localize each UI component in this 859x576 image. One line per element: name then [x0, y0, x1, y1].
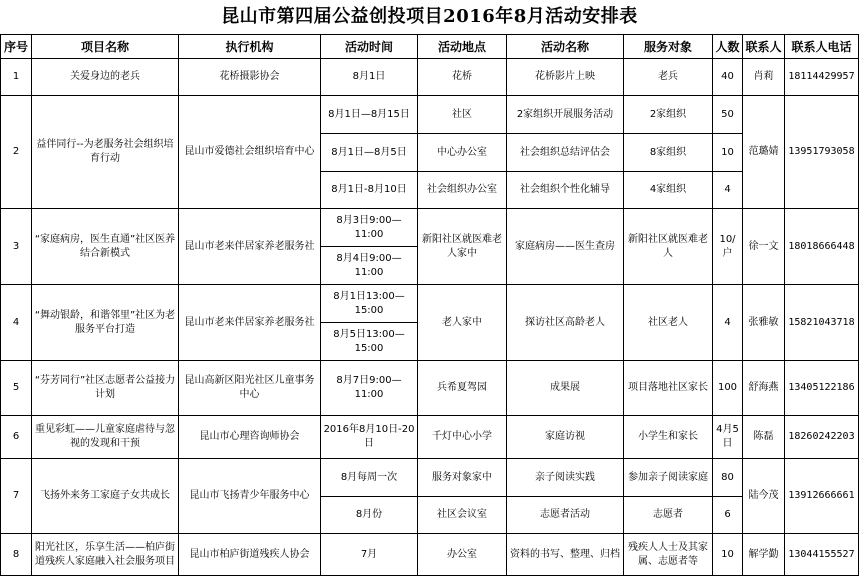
- header-cell: 人数: [713, 35, 743, 59]
- service-target: 志愿者: [624, 497, 713, 534]
- table-row: [1, 285, 859, 323]
- people-count: 10: [713, 534, 743, 576]
- contact-phone: 13044155527: [785, 534, 859, 576]
- table-row: [1, 209, 859, 247]
- activity-place: 新阳社区就医难老人家中: [418, 209, 507, 285]
- table-row: [1, 459, 859, 497]
- activity-name: 家庭访视: [507, 416, 624, 459]
- activity-time: 8月5日13:00—15:00: [321, 323, 418, 361]
- people-count: 4月5日: [713, 416, 743, 459]
- people-count: 10: [713, 134, 743, 172]
- people-count: 50: [713, 96, 743, 134]
- organization: 昆山市飞扬青少年服务中心: [179, 459, 321, 534]
- people-count: 40: [713, 59, 743, 96]
- activity-name: 社会组织个性化辅导: [507, 172, 624, 209]
- activity-name: 志愿者活动: [507, 497, 624, 534]
- organization: 昆山市心理咨询师协会: [179, 416, 321, 459]
- project-name: 重见彩虹——儿童家庭虐待与忽视的发现和干预: [32, 416, 179, 459]
- activity-time: 8月1日—8月5日: [321, 134, 418, 172]
- project-name: 阳光社区，乐享生活——柏庐街道残疾人家庭融入社会服务项目: [32, 534, 179, 576]
- row-number: 1: [1, 59, 32, 96]
- activity-name: 社会组织总结评估会: [507, 134, 624, 172]
- activity-place: 花桥: [418, 59, 507, 96]
- activity-name: 探访社区高龄老人: [507, 285, 624, 361]
- row-number: 3: [1, 209, 32, 285]
- organization: 昆山市柏庐街道残疾人协会: [179, 534, 321, 576]
- header-cell: 序号: [1, 35, 32, 59]
- header-cell: 服务对象: [624, 35, 713, 59]
- people-count: 100: [713, 361, 743, 416]
- header-cell: 联系人: [743, 35, 785, 59]
- organization: 昆山市老来伴居家养老服务社: [179, 285, 321, 361]
- service-target: 小学生和家长: [624, 416, 713, 459]
- activity-time: 8月1日: [321, 59, 418, 96]
- contact-person: 张雅敏: [743, 285, 785, 361]
- people-count: 4: [713, 172, 743, 209]
- header-cell: 项目名称: [32, 35, 179, 59]
- contact-phone: 18018666448: [785, 209, 859, 285]
- organization: 昆山市爱德社会组织培育中心: [179, 96, 321, 209]
- service-target: 8家组织: [624, 134, 713, 172]
- contact-phone: 13912666661: [785, 459, 859, 534]
- activity-time: 8月每周一次: [321, 459, 418, 497]
- row-number: 7: [1, 459, 32, 534]
- service-target: 老兵: [624, 59, 713, 96]
- activity-time: 8月3日9:00—11:00: [321, 209, 418, 247]
- page-title: 昆山市第四届公益创投项目2016年8月活动安排表: [221, 6, 638, 27]
- organization: 昆山高新区阳光社区儿童事务中心: [179, 361, 321, 416]
- activity-time: 8月7日9:00—11:00: [321, 361, 418, 416]
- activity-place: 社会组织办公室: [418, 172, 507, 209]
- service-target: 2家组织: [624, 96, 713, 134]
- activity-name: 家庭病房——医生查房: [507, 209, 624, 285]
- project-name: 益伴同行--为老服务社会组织培育行动: [32, 96, 179, 209]
- header-cell: 活动名称: [507, 35, 624, 59]
- service-target: 项目落地社区家长: [624, 361, 713, 416]
- service-target: 新阳社区就医难老人: [624, 209, 713, 285]
- service-target: 残疾人人士及其家属、志愿者等: [624, 534, 713, 576]
- organization: 昆山市老来伴居家养老服务社: [179, 209, 321, 285]
- contact-phone: 13405122186: [785, 361, 859, 416]
- activity-place: 老人家中: [418, 285, 507, 361]
- header-cell: 执行机构: [179, 35, 321, 59]
- activity-place: 社区会议室: [418, 497, 507, 534]
- contact-person: 陆今茂: [743, 459, 785, 534]
- activity-place: 兵希夏驾园: [418, 361, 507, 416]
- organization: 花桥摄影协会: [179, 59, 321, 96]
- row-number: 4: [1, 285, 32, 361]
- header-cell: 活动时间: [321, 35, 418, 59]
- activity-time: 8月4日9:00—11:00: [321, 247, 418, 285]
- service-target: 参加亲子阅读家庭: [624, 459, 713, 497]
- project-name: 飞扬外来务工家庭子女共成长: [32, 459, 179, 534]
- activity-name: 亲子阅读实践: [507, 459, 624, 497]
- activity-name: 成果展: [507, 361, 624, 416]
- row-number: 6: [1, 416, 32, 459]
- people-count: 10/户: [713, 209, 743, 285]
- activity-name: 2家组织开展服务活动: [507, 96, 624, 134]
- service-target: 社区老人: [624, 285, 713, 361]
- activity-time: 8月份: [321, 497, 418, 534]
- contact-phone: 13951793058: [785, 96, 859, 209]
- table-row: [1, 416, 859, 459]
- header-row: [1, 35, 859, 59]
- people-count: 80: [713, 459, 743, 497]
- activity-place: 服务对象家中: [418, 459, 507, 497]
- row-number: 8: [1, 534, 32, 576]
- header-cell: 活动地点: [418, 35, 507, 59]
- contact-person: 范璐婧: [743, 96, 785, 209]
- activity-place: 社区: [418, 96, 507, 134]
- project-name: “芬芳同行”社区志愿者公益接力计划: [32, 361, 179, 416]
- contact-phone: 18114429957: [785, 59, 859, 96]
- activity-time: 7月: [321, 534, 418, 576]
- table-row: [1, 96, 859, 134]
- contact-person: 肖莉: [743, 59, 785, 96]
- table-row: [1, 361, 859, 416]
- table-row: [1, 534, 859, 576]
- table-row: [1, 59, 859, 96]
- activity-time: 2016年8月10日-20日: [321, 416, 418, 459]
- activity-name: 资料的书写、整理、归档: [507, 534, 624, 576]
- project-name: “舞动银龄，和谐邻里”社区为老服务平台打造: [32, 285, 179, 361]
- activity-place: 办公室: [418, 534, 507, 576]
- activity-place: 中心办公室: [418, 134, 507, 172]
- contact-person: 解学勤: [743, 534, 785, 576]
- contact-person: 舒海燕: [743, 361, 785, 416]
- activity-place: 千灯中心小学: [418, 416, 507, 459]
- service-target: 4家组织: [624, 172, 713, 209]
- schedule-table: [0, 34, 859, 576]
- row-number: 2: [1, 96, 32, 209]
- project-name: 关爱身边的老兵: [32, 59, 179, 96]
- contact-person: 徐一文: [743, 209, 785, 285]
- project-name: “家庭病房，医生直通”社区医养结合新模式: [32, 209, 179, 285]
- people-count: 4: [713, 285, 743, 361]
- activity-name: 花桥影片上映: [507, 59, 624, 96]
- row-number: 5: [1, 361, 32, 416]
- contact-phone: 18260242203: [785, 416, 859, 459]
- contact-person: 陈磊: [743, 416, 785, 459]
- activity-time: 8月1日13:00—15:00: [321, 285, 418, 323]
- contact-phone: 15821043718: [785, 285, 859, 361]
- header-cell: 联系人电话: [785, 35, 859, 59]
- activity-time: 8月1日—8月15日: [321, 96, 418, 134]
- activity-time: 8月1日-8月10日: [321, 172, 418, 209]
- people-count: 6: [713, 497, 743, 534]
